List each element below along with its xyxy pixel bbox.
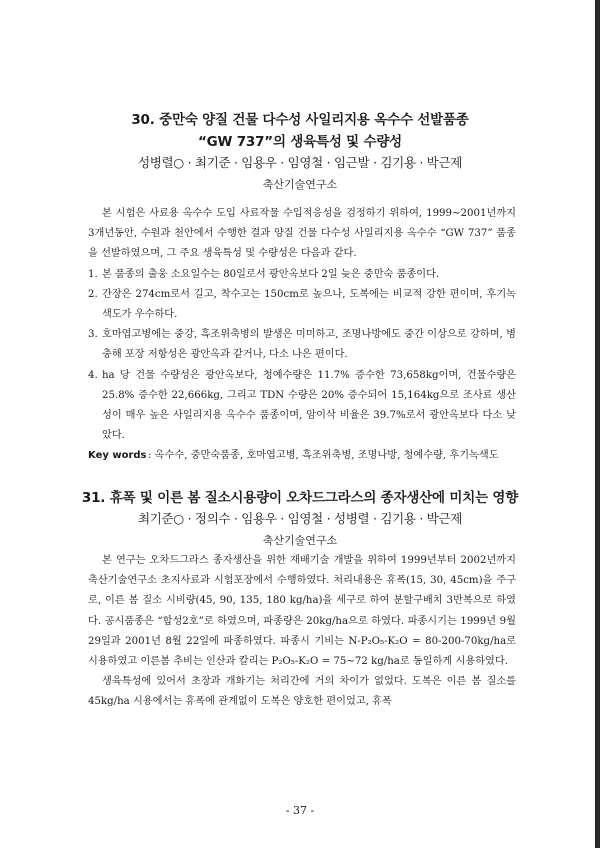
- section30-authors: 성병렬○ · 최기준 · 임용우 · 임영철 · 임근발 · 김기용 · 박근제: [137, 155, 462, 170]
- list-item-text: 본 품종의 출웅 소요일수는 80일로서 광안옥보다 2일 늦은 중만숙 품종이다.: [102, 268, 440, 280]
- keywords: [88, 446, 516, 466]
- section30-body: [88, 204, 516, 467]
- list-item: [88, 366, 516, 447]
- section31-institution: 축산기술연구소: [262, 534, 338, 547]
- list-item-number: 4.: [88, 369, 98, 381]
- list-item-text: 간장은 274cm로서 길고, 착수고는 150cm로 높으나, 도복에는 비교적 강한 편이며, 후기녹색도가 우수하다.: [102, 288, 516, 321]
- list-item: [88, 325, 516, 365]
- list-item-number: 2.: [88, 288, 98, 300]
- section31-body: [88, 551, 516, 713]
- section30-institution: 축산기술연구소: [262, 178, 338, 191]
- page-number: - 37 -: [285, 804, 315, 817]
- list-item-text: ha 당 건물 수량성은 광안옥보다, 청예수량은 11.7% 증수한 73,658kg이며, 건물수량은 25.8% 증수한 22,666kg, 그리고 TDN 수량은 20% 증수되어 15,164kg으로 조사료 생산성이 매우 높은 사일리지용 옥수수 품종이며, 암이삭 비율은 39.7%로서 광안옥보다 다소 낮았다.: [102, 369, 516, 442]
- list-item-number: 1.: [88, 268, 98, 280]
- list-item-number: 3.: [88, 329, 98, 341]
- section31-title: 31. 휴폭 및 이른 봄 질소시용량이 오차드그라스의 종자생산에 미치는 영향: [81, 490, 519, 506]
- section30-title-line1: 30. 중만숙 양질 건물 다수성 사일리지용 옥수수 선발품종: [131, 112, 469, 128]
- keywords-value: : 옥수수, 중만숙품종, 호마엽고병, 흑조위축병, 조명나방, 청예수량, 후기녹색도: [148, 450, 499, 462]
- section30-title-line2: “GW 737”의 생육특성 및 수량성: [197, 134, 403, 150]
- section31-paragraph2: 생육특성에 있어서 초장과 개화기는 처리간에 거의 차이가 없었다. 도복은 이른 봄 질소를 45kg/ha 시용에서는 휴폭에 관계없이 도복은 양호한 편이었고, 휴폭: [88, 676, 516, 708]
- section30-intro: 본 시험은 사료용 옥수수 도입 사료작물 수입적응성을 검정하기 위하여, 1999∼2001년까지 3개년동안, 수원과 천안에서 수행한 결과 양질 건물 다수성 사일리지용 옥수수 “GW 737” 품종을 선발하였으며, 그 주요 생육특성 및 수량성은 다음과 같다.: [88, 208, 516, 260]
- keywords-label: Key words: [88, 450, 147, 462]
- list-item: [88, 285, 516, 325]
- section31-authors: 최기준○ · 정의수 · 임용우 · 임영철 · 성병렬 · 김기용 · 박근제: [137, 511, 462, 526]
- list-item: [88, 265, 516, 285]
- section31-paragraph1: 본 연구는 오차드그라스 종자생산을 위한 재배기술 개발을 위하여 1999년부터 2002년까지 축산기술연구소 초지사료과 시험포장에서 수행하였다. 처리내용은 휴폭(15, 30, 45cm)을 주구로, 이른 봄 질소 시비량(45, 90, 135, 180 kg/ha)을 세구로 하여 분할구배치 3반복으로 하였다. 공시품종은 “합성2호”로 하였으며, 파종량은 20kg/ha으로 하였다. 파종시기는 1999년 9월 29일과 2001년 8월 22일에 파종하였다. 파종시 기비는 N-P₂O₅-K₂O = 80-200-70kg/ha로 시용하였고 이른봄 추비는 인산과 칼리는 P₂O₅-K₂O = 75∼72 kg/ha로 동일하게 시용하였다.: [88, 555, 516, 668]
- list-item-text: 호마엽고병에는 중강, 흑조위축병의 발생은 미미하고, 조명나방에도 중간 이상으로 강하며, 병충해 포장 저항성은 광안옥과 같거나, 다소 나은 편이다.: [102, 329, 516, 361]
